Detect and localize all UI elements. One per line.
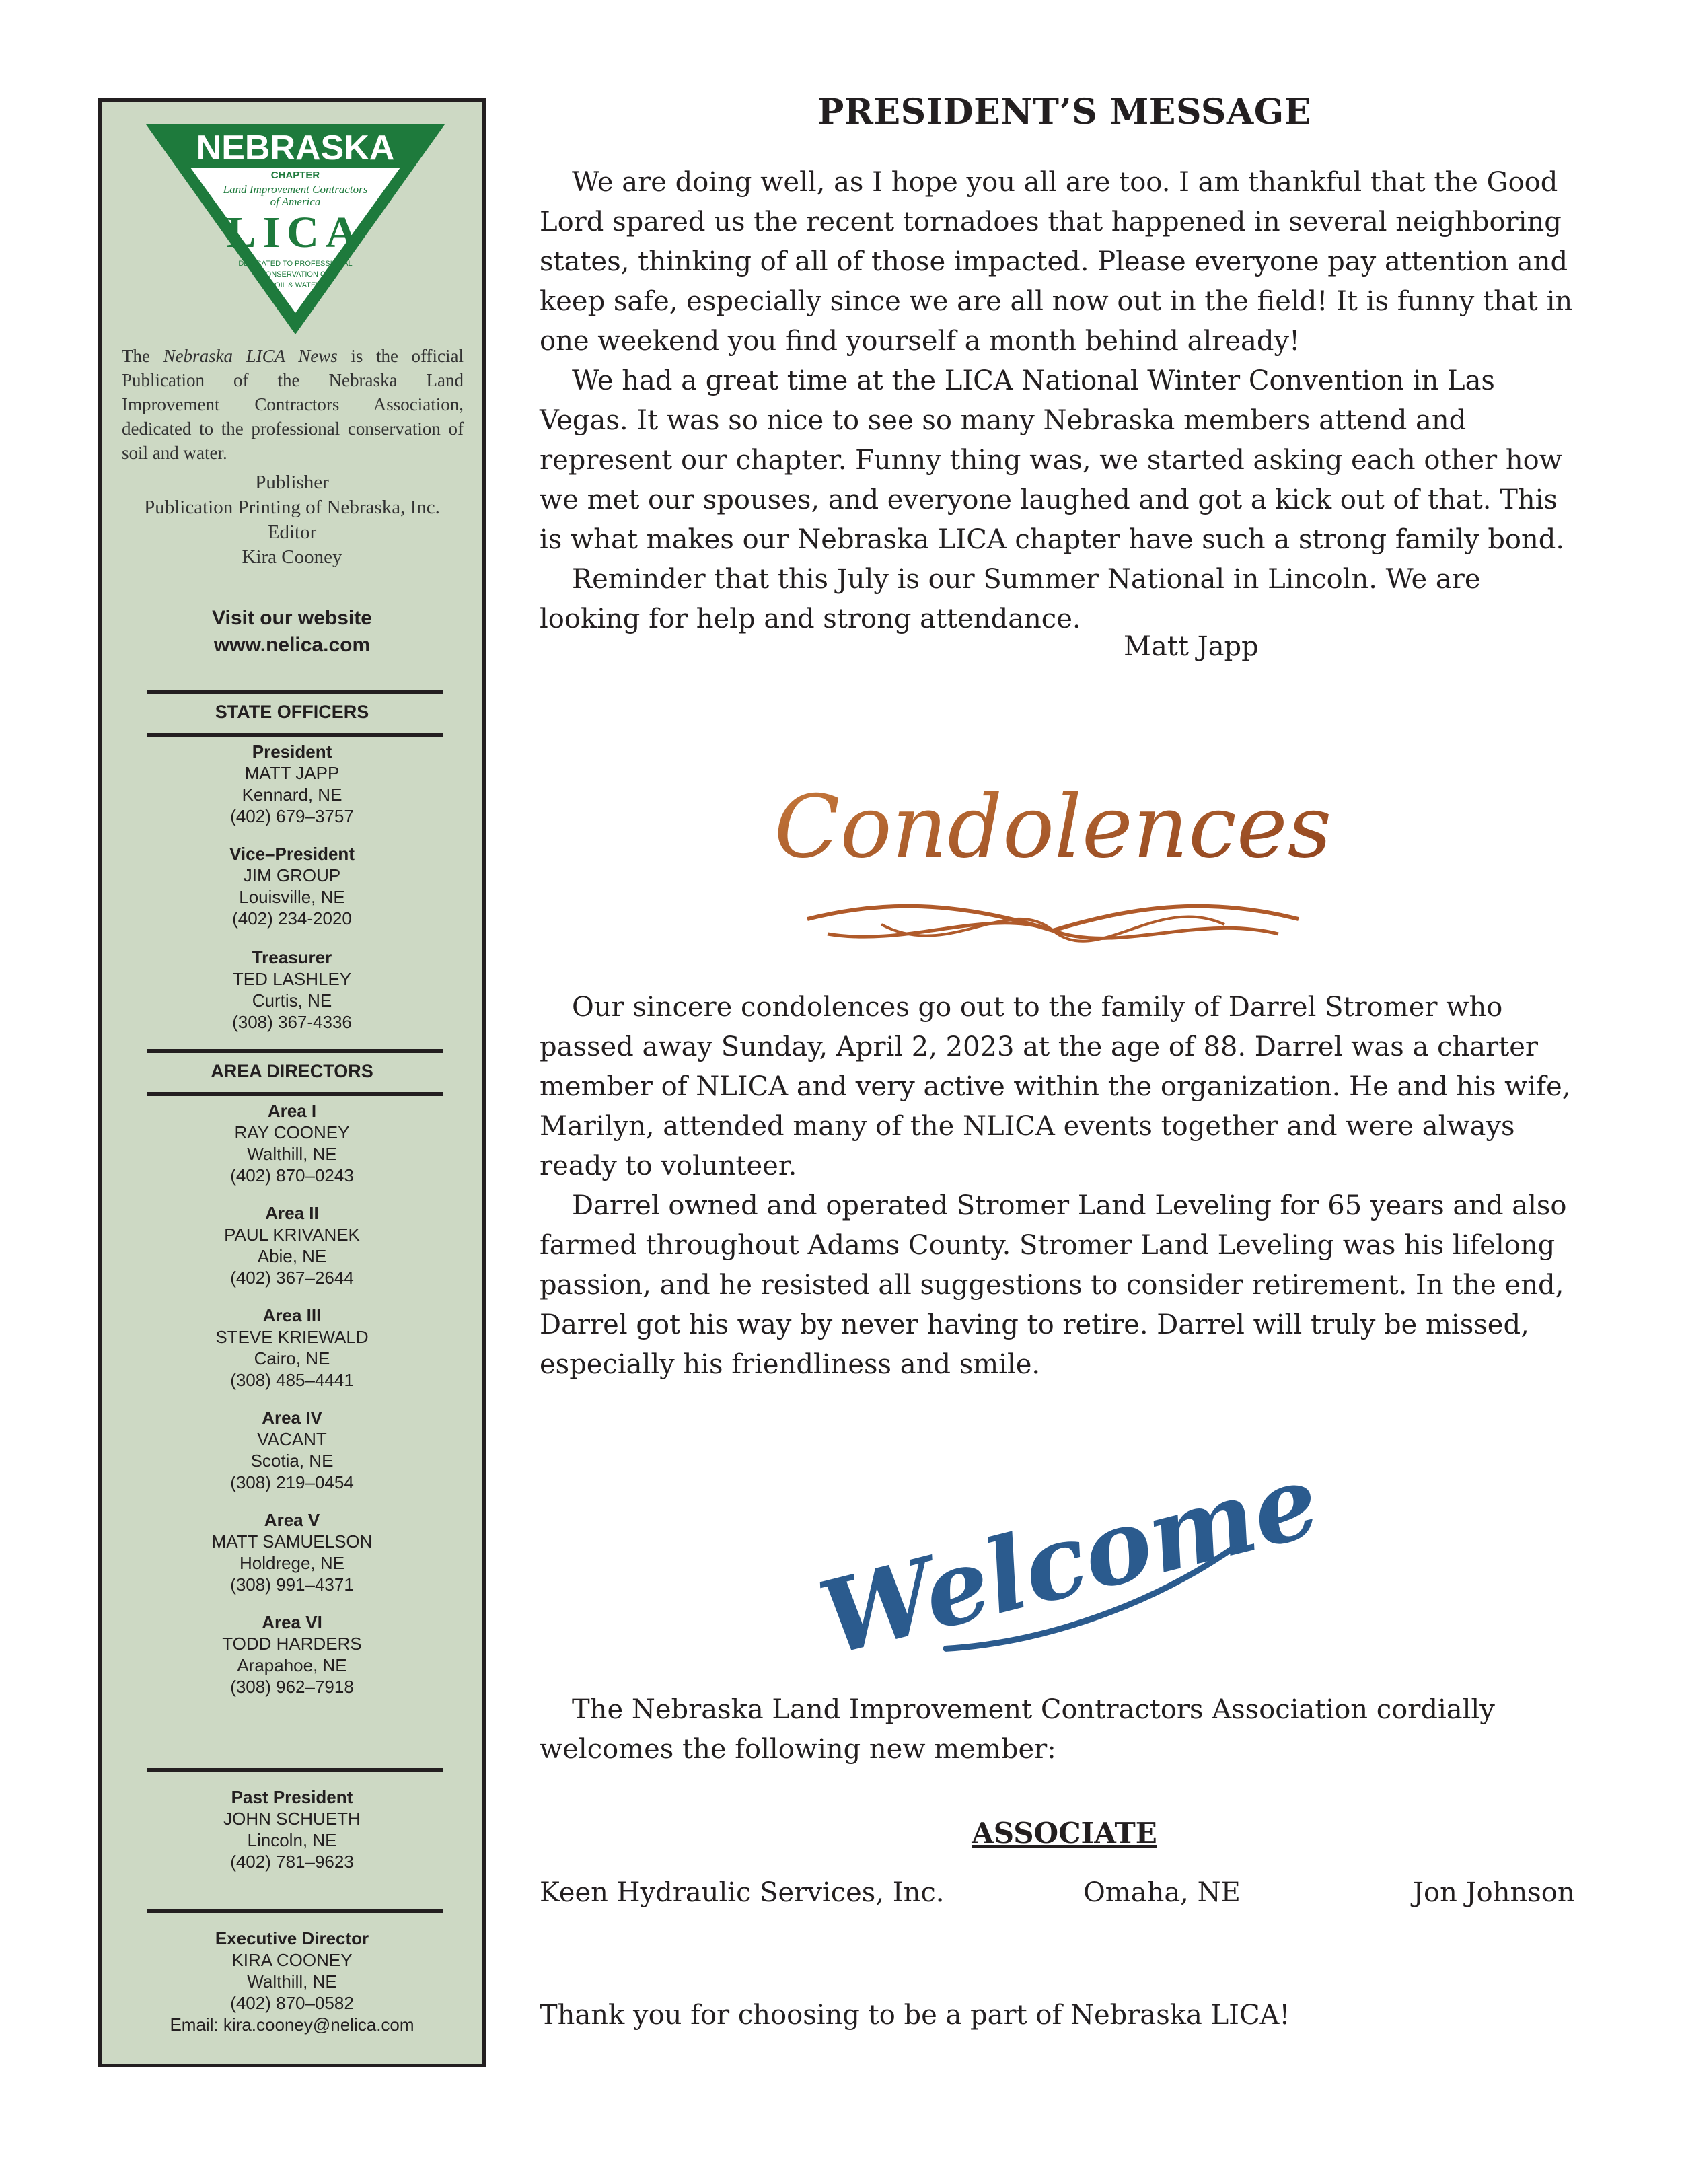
officer-name: TODD HARDERS [222,1634,362,1654]
officer-role: Past President [231,1787,353,1807]
officer-city: Holdrege, NE [239,1553,345,1573]
condolences-body [540,988,1586,1385]
president-paragraph-2: We had a great time at the LICA National Winter Convention in Las Vegas. It was so nice to see so many Nebraska members attend and represent our chapter. Funny thing was, we started asking each other how we met our spouses, and everyone laughed and got a kick out of that. This is what makes our Nebraska LICA chapter have such a strong family bond. [540,365,1565,555]
logo-lica-text: LICA [226,208,365,257]
condolences-banner-image [774,739,1332,974]
officer-name: KIRA COONEY [231,1950,353,1970]
officer-email[interactable]: Email: kira.cooney@nelica.com [170,2014,414,2035]
officer-phone: (402) 679–3757 [230,806,354,826]
new-member-contact: Jon Johnson [1413,1877,1575,1908]
area-director-2 [115,1202,469,1288]
officer-city: Arapahoe, NE [237,1655,347,1675]
officer-city: Lincoln, NE [247,1830,337,1850]
officer-city: Curtis, NE [252,990,332,1011]
welcome-script-text: Welcome [809,1441,1330,1679]
officer-phone: (308) 962–7918 [230,1677,354,1697]
officer-name: JIM GROUP [243,865,341,885]
officer-name: RAY COONEY [234,1122,350,1142]
officer-role: Area IV [262,1408,322,1428]
officer-phone: (402) 870–0582 [230,1993,354,2013]
logo-nebraska-text: NEBRASKA [196,129,395,168]
condolences-script-text: Condolences [774,777,1332,877]
welcome-body [540,1690,1586,1770]
president-paragraph-1: We are doing well, as I hope you all are too. I am thankful that the Good Lord spared us the recent tornadoes that happened in several neighboring states, thinking of all of those impacted. Please everyone pay attention and keep safe, especially since we are all now out in the field! It is funny that in one weekend you find yourself a month behind already! [540,167,1573,357]
blurb-pre: The [122,346,163,366]
officer-role: President [252,741,332,762]
officer-name: MATT SAMUELSON [211,1531,373,1552]
divider [147,1049,443,1053]
officer-city: Cairo, NE [254,1348,330,1369]
divider [147,1768,443,1772]
officer-role: Area VI [262,1612,322,1632]
officer-name: STEVE KRIEWALD [215,1327,369,1347]
executive-director [115,1928,469,2035]
area-director-1 [115,1100,469,1186]
condolence-paragraph-1: Our sincere condolences go out to the family of Darrel Stromer who passed away Sunday, April 2, 2023 at the age of 88. Darrel was a charter member of NLICA and very active within the organization. He and his wife, Marilyn, attended many of the NLICA events together and were always ready to volunteer. [540,992,1571,1181]
area-director-5 [115,1509,469,1595]
logo-tagline-1: DEDICATED TO PROFESSIONAL [238,260,353,268]
website-link[interactable]: www.nelica.com [213,634,371,656]
new-member-city: Omaha, NE [1083,1877,1241,1908]
associate-heading: ASSOCIATE [972,1817,1157,1850]
state-officers-heading: STATE OFFICERS [215,702,369,722]
officer-vice-president [115,843,469,929]
officer-name: VACANT [257,1429,327,1449]
officer-phone: (308) 485–4441 [230,1370,354,1390]
editor-name: Kira Cooney [242,546,342,568]
officer-role: Area I [267,1101,317,1121]
officer-role: Area III [262,1305,322,1325]
publisher-editor-info [115,470,469,570]
officer-phone: (402) 870–0243 [230,1165,354,1186]
divider [147,1092,443,1096]
officer-name: JOHN SCHUETH [223,1809,361,1829]
president-message-body [540,163,1586,639]
blurb-publication-name: Nebraska LICA News [163,346,338,366]
officer-city: Louisville, NE [239,887,345,907]
closing-thanks: Thank you for choosing to be a part of Nebraska LICA! [540,2000,1290,2031]
past-president [115,1786,469,1872]
officer-name: MATT JAPP [244,763,340,783]
page-title: PRESIDENT’S MESSAGE [817,92,1311,133]
president-paragraph-3: Reminder that this July is our Summer National in Lincoln. We are looking for help and strong attendance. [540,564,1481,634]
officer-phone: (402) 234-2020 [232,908,352,929]
logo-chapter-text: CHAPTER [270,170,320,181]
officer-role: Vice–President [229,844,355,864]
officer-name: TED LASHLEY [232,969,352,989]
logo-tagline-2: CONSERVATION OF [260,270,331,279]
nebraska-lica-logo [143,122,447,337]
officer-role: Executive Director [215,1928,369,1949]
officer-name: PAUL KRIVANEK [224,1225,360,1245]
officer-city: Scotia, NE [250,1451,334,1471]
welcome-paragraph: The Nebraska Land Improvement Contractors Association cordially welcomes the following new member: [540,1694,1495,1765]
officer-role: Area V [264,1510,320,1530]
officer-phone: (308) 991–4371 [230,1574,354,1595]
divider [147,733,443,737]
publisher-label: Publisher [255,472,329,493]
officer-role: Area II [265,1203,319,1223]
editor-label: Editor [267,521,317,543]
officer-phone: (402) 367–2644 [230,1268,354,1288]
officer-phone: (308) 219–0454 [230,1472,354,1492]
blurb-post: is the official Publication of the Nebraska Land Improvement Contractors Association, dedicated to the professional conservation of soil and water. [122,346,464,463]
area-director-6 [115,1611,469,1698]
publication-blurb [122,344,464,465]
officer-city: Walthill, NE [247,1971,337,1992]
officer-phone: (402) 781–9623 [230,1852,354,1872]
area-directors-heading: AREA DIRECTORS [211,1061,373,1081]
officer-city: Walthill, NE [247,1144,337,1164]
officer-treasurer [115,947,469,1033]
divider [147,1909,443,1913]
divider [147,690,443,694]
officer-city: Abie, NE [257,1246,327,1266]
condolence-paragraph-2: Darrel owned and operated Stromer Land Leveling for 65 years and also farmed throughout Adams County. Stromer Land Leveling was his lifelong passion, and he resisted all suggestions to consider retirement. In the end, Darrel got his way by never having to retire. Darrel will truly be missed, especially his friendliness and smile. [540,1190,1567,1380]
officer-president [115,741,469,827]
website-block [115,605,469,659]
publisher-name: Publication Printing of Nebraska, Inc. [144,497,440,518]
area-director-3 [115,1305,469,1391]
new-member-company: Keen Hydraulic Services, Inc. [540,1877,945,1908]
logo-tagline-3: SOIL & WATER [269,281,322,289]
officer-role: Treasurer [252,947,332,968]
officer-phone: (308) 367-4336 [232,1012,352,1032]
officer-city: Kennard, NE [242,785,342,805]
area-director-4 [115,1407,469,1493]
sidebar [98,98,486,2067]
logo-line1-text: Land Improvement Contractors [223,183,368,196]
president-signature: Matt Japp [1124,631,1259,662]
welcome-script-image [809,1440,1330,1679]
logo-line2-text: of America [270,195,321,208]
website-label: Visit our website [212,607,372,629]
